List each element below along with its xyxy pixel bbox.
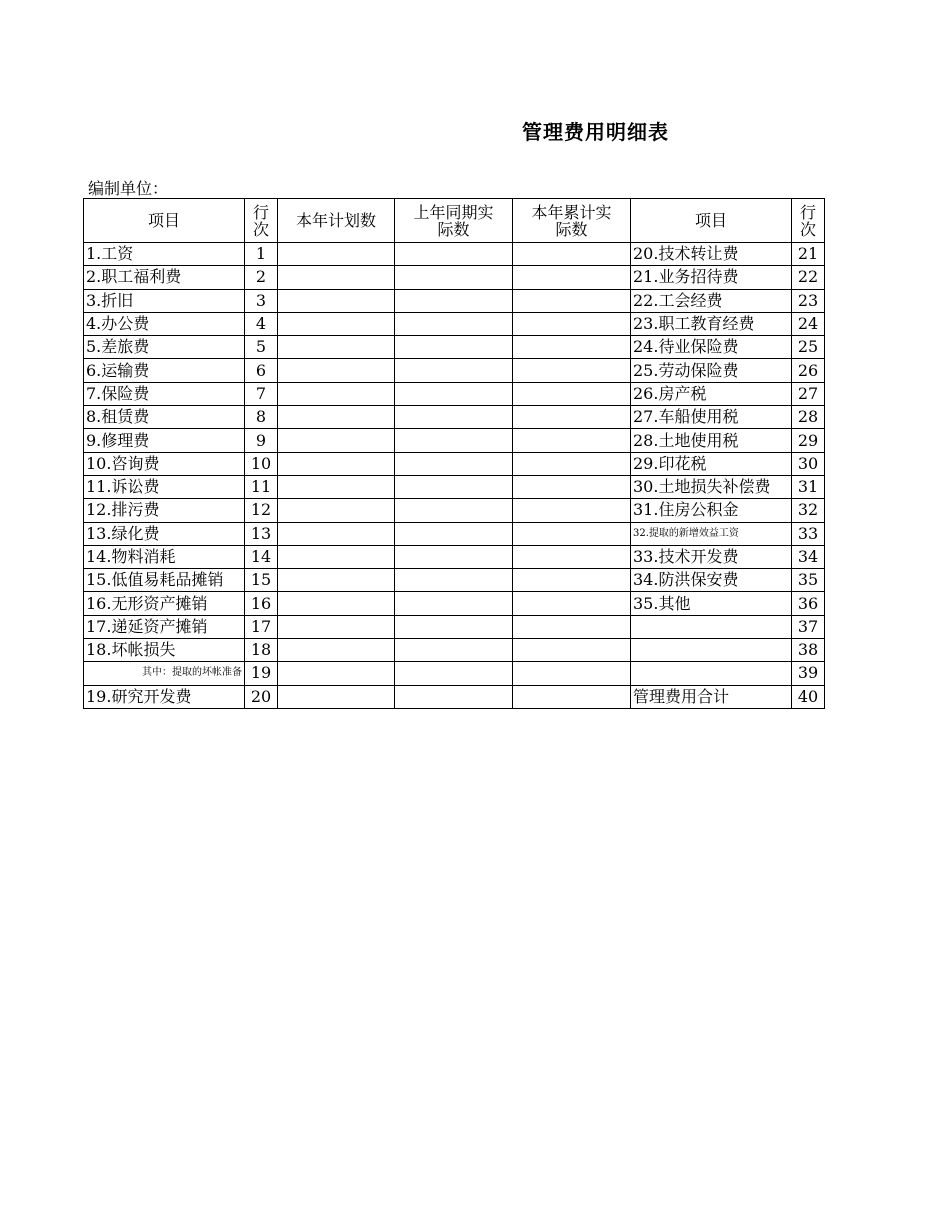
table-row (84, 615, 825, 638)
table-row (84, 382, 825, 405)
right-item-cell: 26.房产税 (631, 382, 792, 405)
right-line-no-cell: 26 (792, 359, 825, 382)
left-line-no-cell: 14 (245, 545, 278, 568)
table-row (84, 475, 825, 498)
right-line-no-cell: 24 (792, 312, 825, 335)
left-item-cell: 10.咨询费 (84, 452, 245, 475)
right-line-no-cell: 40 (792, 685, 825, 708)
right-item-cell: 29.印花税 (631, 452, 792, 475)
table-row (84, 312, 825, 335)
cumulative-value-cell[interactable] (513, 382, 631, 405)
cumulative-value-cell[interactable] (513, 452, 631, 475)
left-line-no-cell: 15 (245, 569, 278, 592)
cumulative-value-cell[interactable] (513, 289, 631, 312)
left-line-no-cell: 1 (245, 243, 278, 266)
left-line-no-cell: 4 (245, 312, 278, 335)
right-line-no-cell: 31 (792, 475, 825, 498)
header-item: 项目 (84, 199, 245, 243)
left-line-no-cell: 19 (245, 662, 278, 685)
left-item-cell: 12.排污费 (84, 499, 245, 522)
table-row (84, 662, 825, 685)
left-item-cell: 3.折旧 (84, 289, 245, 312)
cumulative-value-cell[interactable] (513, 336, 631, 359)
plan-value-cell[interactable] (278, 289, 395, 312)
left-line-no-cell: 5 (245, 336, 278, 359)
prev-period-value-cell[interactable] (395, 359, 513, 382)
right-item-cell: 33.技术开发费 (631, 545, 792, 568)
left-item-cell: 1.工资 (84, 243, 245, 266)
cumulative-value-cell[interactable] (513, 685, 631, 708)
header-line-no: 行次 (245, 199, 278, 243)
left-item-cell: 7.保险费 (84, 382, 245, 405)
right-item-cell: 23.职工教育经费 (631, 312, 792, 335)
prev-period-value-cell[interactable] (395, 662, 513, 685)
prev-period-value-cell[interactable] (395, 545, 513, 568)
left-item-cell: 11.诉讼费 (84, 475, 245, 498)
left-line-no-cell: 3 (245, 289, 278, 312)
left-line-no-cell: 2 (245, 266, 278, 289)
header-plan: 本年计划数 (278, 199, 395, 243)
plan-value-cell[interactable] (278, 475, 395, 498)
left-item-cell: 18.坏帐损失 (84, 639, 245, 662)
plan-value-cell[interactable] (278, 615, 395, 638)
plan-value-cell[interactable] (278, 545, 395, 568)
right-line-no-cell: 21 (792, 243, 825, 266)
table-row (84, 569, 825, 592)
header-cumulative (513, 199, 631, 243)
cumulative-value-cell[interactable] (513, 266, 631, 289)
cumulative-value-cell[interactable] (513, 592, 631, 615)
header-cum-line2: 际数 (555, 219, 588, 239)
plan-value-cell[interactable] (278, 243, 395, 266)
table-row (84, 685, 825, 708)
plan-value-cell[interactable] (278, 499, 395, 522)
left-item-cell: 5.差旅费 (84, 336, 245, 359)
right-line-no-cell: 27 (792, 382, 825, 405)
table-row (84, 592, 825, 615)
header-cum-line1: 本年累计实 (531, 202, 612, 222)
right-line-no-cell: 39 (792, 662, 825, 685)
table-row (84, 499, 825, 522)
prev-period-value-cell[interactable] (395, 452, 513, 475)
left-item-cell: 6.运输费 (84, 359, 245, 382)
right-item-cell: 34.防洪保安费 (631, 569, 792, 592)
table-row (84, 289, 825, 312)
left-item-cell: 19.研究开发费 (84, 685, 245, 708)
cumulative-value-cell[interactable] (513, 243, 631, 266)
table-row (84, 452, 825, 475)
right-item-cell: 25.劳动保险费 (631, 359, 792, 382)
left-line-no-cell: 16 (245, 592, 278, 615)
left-item-cell: 其中：提取的坏帐准备 (84, 662, 245, 685)
plan-value-cell[interactable] (278, 592, 395, 615)
left-line-no-cell: 6 (245, 359, 278, 382)
left-item-cell: 16.无形资产摊销 (84, 592, 245, 615)
right-item-cell: 32.提取的新增效益工资 (631, 522, 792, 545)
left-line-no-cell: 7 (245, 382, 278, 405)
left-line-no-cell: 20 (245, 685, 278, 708)
cumulative-value-cell[interactable] (513, 615, 631, 638)
prev-period-value-cell[interactable] (395, 569, 513, 592)
header-prev-line1: 上年同期实 (413, 202, 494, 222)
header-prev-line2: 际数 (437, 219, 470, 239)
right-line-no-cell: 38 (792, 639, 825, 662)
prev-period-value-cell[interactable] (395, 639, 513, 662)
right-item-cell: 21.业务招待费 (631, 266, 792, 289)
right-item-cell (631, 639, 792, 662)
right-line-no-cell: 28 (792, 406, 825, 429)
left-item-cell: 2.职工福利费 (84, 266, 245, 289)
left-line-no-cell: 17 (245, 615, 278, 638)
prev-period-value-cell[interactable] (395, 243, 513, 266)
cumulative-value-cell[interactable] (513, 359, 631, 382)
right-item-cell: 28.土地使用税 (631, 429, 792, 452)
right-line-no-cell: 30 (792, 452, 825, 475)
right-line-no-cell: 32 (792, 499, 825, 522)
left-item-cell: 17.递延资产摊销 (84, 615, 245, 638)
left-line-no-cell: 10 (245, 452, 278, 475)
right-line-no-cell: 33 (792, 522, 825, 545)
plan-value-cell[interactable] (278, 522, 395, 545)
header-prev-period (395, 199, 513, 243)
prev-period-value-cell[interactable] (395, 406, 513, 429)
prev-period-value-cell[interactable] (395, 266, 513, 289)
table-row (84, 522, 825, 545)
table-row (84, 266, 825, 289)
plan-value-cell[interactable] (278, 639, 395, 662)
plan-value-cell[interactable] (278, 429, 395, 452)
plan-value-cell[interactable] (278, 685, 395, 708)
prev-period-value-cell[interactable] (395, 429, 513, 452)
right-line-no-cell: 25 (792, 336, 825, 359)
cumulative-value-cell[interactable] (513, 662, 631, 685)
plan-value-cell[interactable] (278, 662, 395, 685)
table-row (84, 406, 825, 429)
right-item-cell: 20.技术转让费 (631, 243, 792, 266)
left-line-no-cell: 12 (245, 499, 278, 522)
right-item-cell (631, 662, 792, 685)
cumulative-value-cell[interactable] (513, 312, 631, 335)
left-line-no-cell: 13 (245, 522, 278, 545)
cumulative-value-cell[interactable] (513, 569, 631, 592)
unit-label: 编制单位： (88, 179, 169, 198)
table-row (84, 639, 825, 662)
cumulative-value-cell[interactable] (513, 545, 631, 568)
right-line-no-cell: 34 (792, 545, 825, 568)
prev-period-value-cell[interactable] (395, 685, 513, 708)
table-header-row (84, 199, 825, 243)
table-row (84, 336, 825, 359)
right-line-no-cell: 36 (792, 592, 825, 615)
right-item-cell: 管理费用合计 (631, 685, 792, 708)
prev-period-value-cell[interactable] (395, 499, 513, 522)
left-item-cell: 15.低值易耗品摊销 (84, 569, 245, 592)
plan-value-cell[interactable] (278, 406, 395, 429)
prev-period-value-cell[interactable] (395, 475, 513, 498)
right-item-cell (631, 615, 792, 638)
right-line-no-cell: 35 (792, 569, 825, 592)
right-line-no-cell: 29 (792, 429, 825, 452)
right-item-cell: 35.其他 (631, 592, 792, 615)
prev-period-value-cell[interactable] (395, 382, 513, 405)
prev-period-value-cell[interactable] (395, 289, 513, 312)
plan-value-cell[interactable] (278, 266, 395, 289)
cumulative-value-cell[interactable] (513, 429, 631, 452)
cumulative-value-cell[interactable] (513, 522, 631, 545)
plan-value-cell[interactable] (278, 569, 395, 592)
left-item-cell: 13.绿化费 (84, 522, 245, 545)
right-item-cell: 22.工会经费 (631, 289, 792, 312)
right-line-no-cell: 37 (792, 615, 825, 638)
prev-period-value-cell[interactable] (395, 615, 513, 638)
right-line-no-cell: 23 (792, 289, 825, 312)
left-item-cell: 8.租赁费 (84, 406, 245, 429)
right-item-cell: 30.土地损失补偿费 (631, 475, 792, 498)
right-item-cell: 27.车船使用税 (631, 406, 792, 429)
right-item-cell: 31.住房公积金 (631, 499, 792, 522)
cumulative-value-cell[interactable] (513, 475, 631, 498)
left-item-cell: 4.办公费 (84, 312, 245, 335)
prev-period-value-cell[interactable] (395, 522, 513, 545)
left-item-cell: 9.修理费 (84, 429, 245, 452)
plan-value-cell[interactable] (278, 336, 395, 359)
cumulative-value-cell[interactable] (513, 639, 631, 662)
plan-value-cell[interactable] (278, 359, 395, 382)
right-line-no-cell: 22 (792, 266, 825, 289)
plan-value-cell[interactable] (278, 452, 395, 475)
cumulative-value-cell[interactable] (513, 406, 631, 429)
header-item-right: 项目 (631, 199, 792, 243)
prev-period-value-cell[interactable] (395, 312, 513, 335)
left-line-no-cell: 8 (245, 406, 278, 429)
cumulative-value-cell[interactable] (513, 499, 631, 522)
left-line-no-cell: 18 (245, 639, 278, 662)
prev-period-value-cell[interactable] (395, 592, 513, 615)
table-row (84, 359, 825, 382)
table-row (84, 429, 825, 452)
right-item-cell: 24.待业保险费 (631, 336, 792, 359)
header-line-no-right: 行次 (792, 199, 825, 243)
page-title: 管理费用明细表 (522, 120, 669, 144)
plan-value-cell[interactable] (278, 382, 395, 405)
left-line-no-cell: 9 (245, 429, 278, 452)
left-item-cell: 14.物料消耗 (84, 545, 245, 568)
plan-value-cell[interactable] (278, 312, 395, 335)
expense-detail-table (83, 198, 825, 709)
left-line-no-cell: 11 (245, 475, 278, 498)
prev-period-value-cell[interactable] (395, 336, 513, 359)
table-row (84, 545, 825, 568)
table-row (84, 243, 825, 266)
